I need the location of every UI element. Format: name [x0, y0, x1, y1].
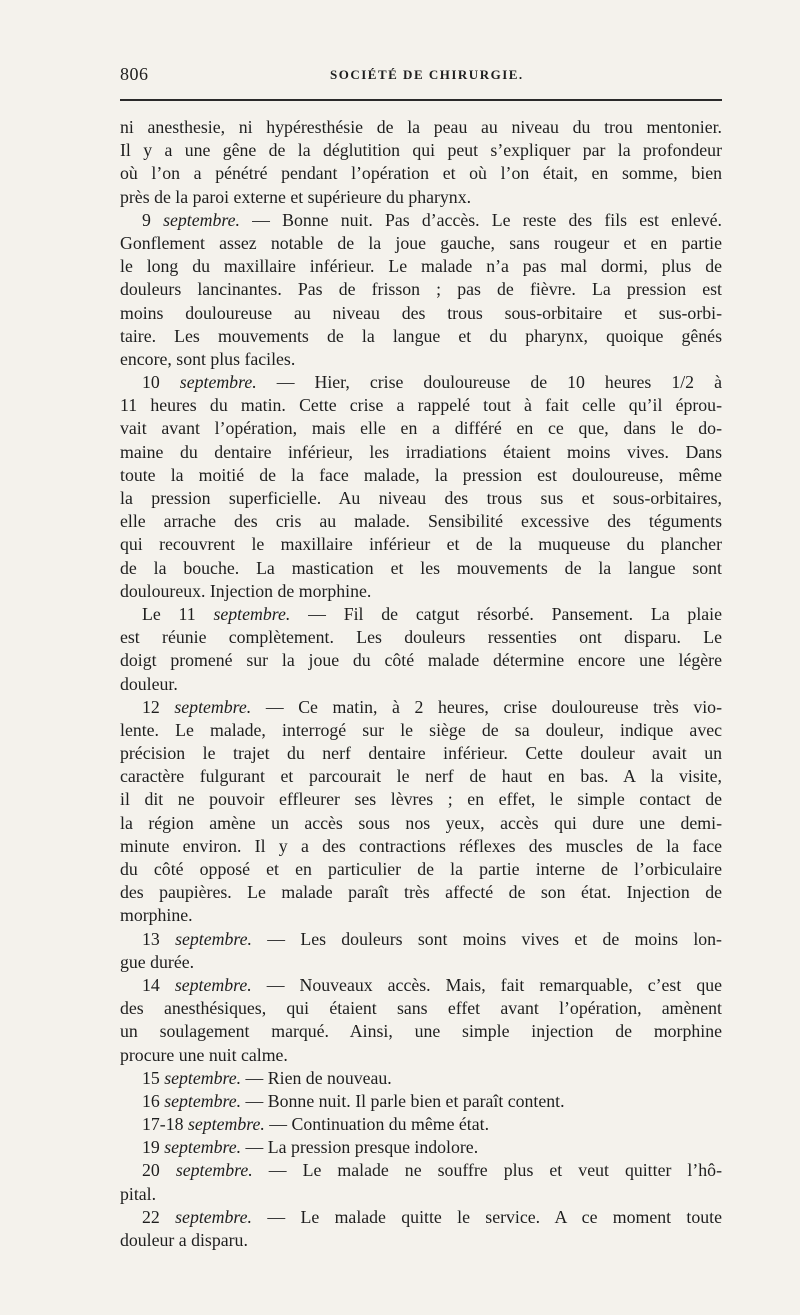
text-line: moins douloureuse au niveau des trous sous-orbitaire et sus-orbi- [120, 302, 722, 323]
text-line: précision le trajet du nerf dentaire inférieur. Cette douleur avait un [120, 743, 722, 764]
date-label: septembre. [213, 603, 291, 624]
text-line: minute environ. Il y a des contractions réflexes des muscles de la face [120, 835, 722, 856]
text-line: 19 septembre. — La pression presque indolore. [142, 1137, 479, 1158]
text-line: 11 heures du matin. Cette crise a rappelé tout à fait celle qu’il éprou- [120, 395, 722, 416]
text-line: 14 septembre. — Nouveaux accès. Mais, fait remarquable, c’est que [142, 974, 722, 995]
date-label: septembre. [175, 1160, 253, 1181]
text-line: qui recouvrent le maxillaire inférieur et de la muqueuse du plancher [120, 534, 722, 555]
date-label: septembre. [175, 1206, 253, 1227]
text-line: 17-18 septembre. — Continuation du même état. [142, 1114, 490, 1135]
text-line: où l’on a pénétré pendant l’opération et où l’on était, en somme, bien [120, 163, 722, 184]
text-line: le long du maxillaire inférieur. Le malade n’a pas mal dormi, plus de [120, 256, 722, 277]
text-line: il dit ne pouvoir effleurer ses lèvres ; en effet, le simple contact de [120, 789, 722, 810]
text-line: des anesthésiques, qui étaient sans effet avant l’opération, amènent [120, 998, 722, 1019]
text-line: ni anesthesie, ni hypéresthésie de la peau au niveau du trou mentonier. [120, 117, 722, 137]
header-rule [120, 99, 722, 101]
text-line: pital. [120, 1183, 157, 1204]
text-line: 20 septembre. — Le malade ne souffre plus et veut quitter l’hô- [142, 1160, 722, 1181]
text-line: gue durée. [120, 951, 195, 972]
text-line: de la bouche. La mastication et les mouvements de la langue sont [120, 557, 722, 578]
text-line: près de la paroi externe et supérieure du pharynx. [120, 186, 472, 207]
text-line: douloureux. Injection de morphine. [120, 580, 372, 601]
text-line: est réunie complètement. Les douleurs ressenties ont disparu. Le [120, 627, 722, 648]
text-line: caractère fulgurant et parcourait le nerf de haut en bas. A la visite, [120, 766, 722, 787]
text-line: un soulagement marqué. Ainsi, une simple injection de morphine [120, 1021, 722, 1042]
text-line: la région amène un accès sous nos yeux, accès qui dure une demi- [120, 812, 722, 833]
text-line: encore, sont plus faciles. [120, 348, 296, 369]
text-line: 22 septembre. — Le malade quitte le service. A ce moment toute [142, 1206, 722, 1227]
text-line: Gonflement assez notable de la joue gauche, sans rougeur et en partie [120, 232, 722, 253]
date-label: septembre. [174, 974, 252, 995]
date-label: septembre. [164, 1090, 242, 1111]
date-label: septembre. [179, 372, 257, 393]
text-line: vait avant l’opération, mais elle en a différé en ce que, dans le do- [120, 418, 722, 439]
page-header [120, 64, 720, 94]
text-line: 10 septembre. — Hier, crise douloureuse de 10 heures 1/2 à [142, 372, 722, 393]
text-line: douleur. [120, 673, 178, 694]
page-number: 806 [120, 64, 149, 84]
text-line: maine du dentaire inférieur, les irradiations étaient moins vives. Dans [120, 441, 722, 462]
text-line: lente. Le malade, interrogé sur le siège de sa douleur, indique avec [120, 719, 722, 740]
text-line: morphine. [120, 905, 193, 926]
text-line: 16 septembre. — Bonne nuit. Il parle bien et paraît content. [142, 1090, 565, 1111]
date-label: septembre. [187, 1114, 265, 1135]
text-line: des paupières. Le malade paraît très affecté de son état. Injection de [120, 882, 722, 903]
text-line: 15 septembre. — Rien de nouveau. [142, 1067, 392, 1088]
text-line: Le 11 septembre. — Fil de catgut résorbé. Pansement. La plaie [142, 603, 722, 624]
date-label: septembre. [175, 928, 252, 949]
text-line: douleur a disparu. [120, 1230, 248, 1250]
text-line: 12 septembre. — Ce matin, à 2 heures, crise douloureuse très vio- [142, 696, 722, 717]
text-line: taire. Les mouvements de la langue et du pharynx, quoique gênés [120, 325, 722, 346]
date-label: septembre. [164, 1137, 242, 1158]
text-line: elle arrache des cris au malade. Sensibilité excessive des téguments [120, 511, 722, 532]
date-label: septembre. [164, 1067, 242, 1088]
text-line: 13 septembre. — Les douleurs sont moins vives et de moins lon- [142, 928, 722, 949]
text-line: 9 septembre. — Bonne nuit. Pas d’accès. Le reste des fils est enlevé. [142, 209, 722, 230]
date-label: septembre. [163, 209, 240, 230]
running-head: SOCIÉTÉ DE CHIRURGIE. [330, 67, 524, 82]
text-line: toute la moitié de la face malade, la pression est douloureuse, même [120, 464, 722, 485]
text-line: la pression superficielle. Au niveau des trous sus et sous-orbitaires, [120, 488, 722, 508]
text-line: Il y a une gêne de la déglutition qui peut s’expliquer par la profondeur [120, 140, 722, 161]
text-line: doigt promené sur la joue du côté malade détermine encore une légère [120, 650, 722, 671]
body-text [120, 116, 722, 1252]
date-label: septembre. [174, 696, 252, 717]
text-line: procure une nuit calme. [120, 1044, 288, 1065]
text-line: du côté opposé et en particulier de la partie interne de l’orbiculaire [120, 859, 722, 879]
text-line: douleurs lancinantes. Pas de frisson ; pas de fièvre. La pression est [120, 279, 722, 300]
